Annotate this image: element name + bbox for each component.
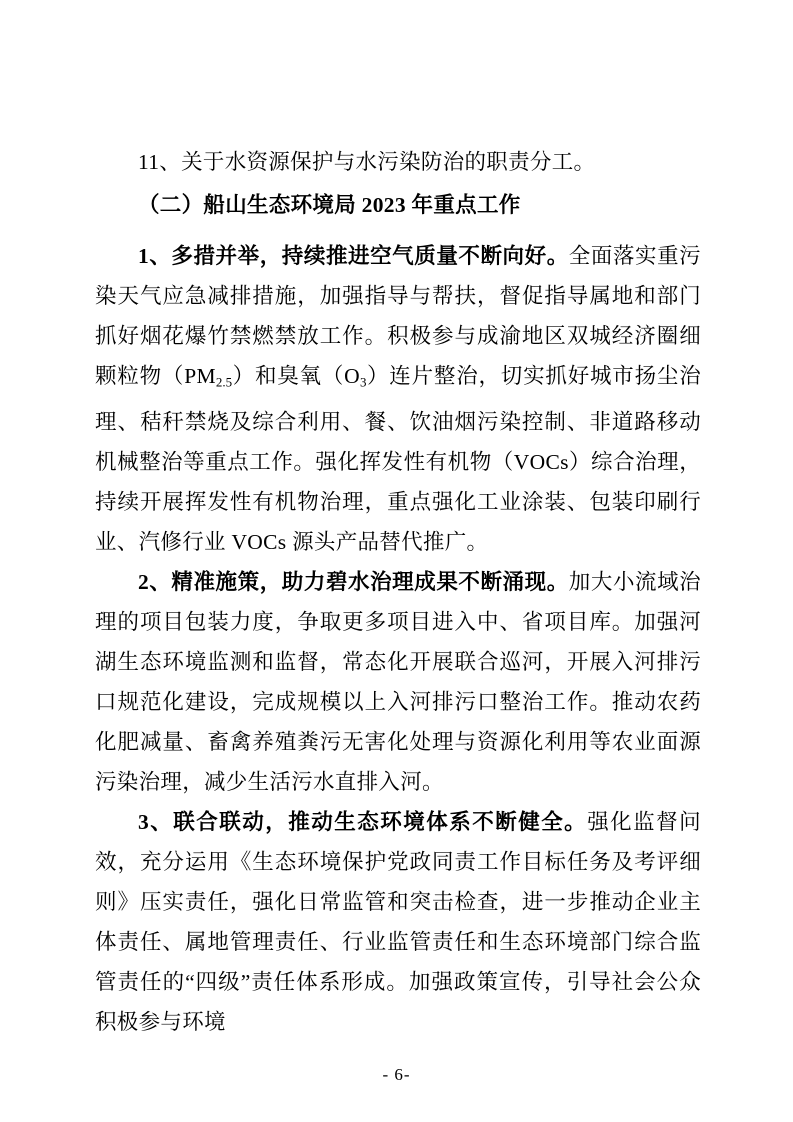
paragraph-body: 加大小流域治理的项目包装力度，争取更多项目进入中、省项目库。加强河湖生态环境监测和监督，常态化开展联合巡河，开展入河排污口规范化建设，完成规模以上入河排污口整治工作。推动农药化肥减量、畜禽养殖粪污无害化处理与资源化利用等农业面源污染治理，减少生活污水直排入河。 bbox=[95, 570, 701, 795]
subscript-text: 3 bbox=[359, 374, 367, 390]
paragraph-body: ）和臭氧（O bbox=[232, 364, 360, 388]
paragraph-body: 强化监督问效，充分运用《生态环境保护党政同责工作目标任务及考评细则》压实责任，强化日常监管和突击检查，进一步推动企业主体责任、属地管理责任、行业监管责任和生态环境部门综合监管责任的“四级”责任体系形成。加强政策宣传，引导社会公众积极参与环境 bbox=[95, 810, 701, 1035]
paragraph-lead: 2、精准施策，助力碧水治理成果不断涌现。 bbox=[138, 570, 569, 595]
paragraph bbox=[95, 562, 701, 802]
paragraph bbox=[95, 802, 701, 1042]
section-heading: （二）船山生态环境局 2023 年重点工作 bbox=[138, 193, 521, 217]
intro-item: 11、关于水资源保护与水污染防治的职责分工。 bbox=[138, 150, 596, 174]
paragraph-lead: 3、联合联动，推动生态环境体系不断健全。 bbox=[138, 810, 588, 835]
paragraph bbox=[95, 236, 701, 562]
paragraph-lead: 1、多措并举，持续推进空气质量不断向好。 bbox=[138, 244, 569, 268]
subscript-text: 2.5 bbox=[215, 374, 233, 390]
paragraph-body: ）连片整治，切实抓好城市扬尘治理、秸秆禁烧及综合利用、餐、饮油烟污染控制、非道路移动机械整治等重点工作。强化挥发性有机物（VOCs）综合治理，持续开展挥发性有机物治理，重点强化工业涂装、包装印刷行业、汽修行业 VOCs 源头产品替代推广。 bbox=[95, 364, 702, 555]
paragraph-body: 全面落实重污染天气应急减排措施，加强指导与帮扶，督促指导属地和部门抓好烟花爆竹禁燃禁放工作。积极参与成渝地区双城经济圈细颗粒物（PM bbox=[95, 244, 701, 388]
body-text bbox=[95, 142, 701, 1042]
paragraphs bbox=[95, 225, 701, 1042]
page-number: - 6- bbox=[382, 1065, 411, 1084]
